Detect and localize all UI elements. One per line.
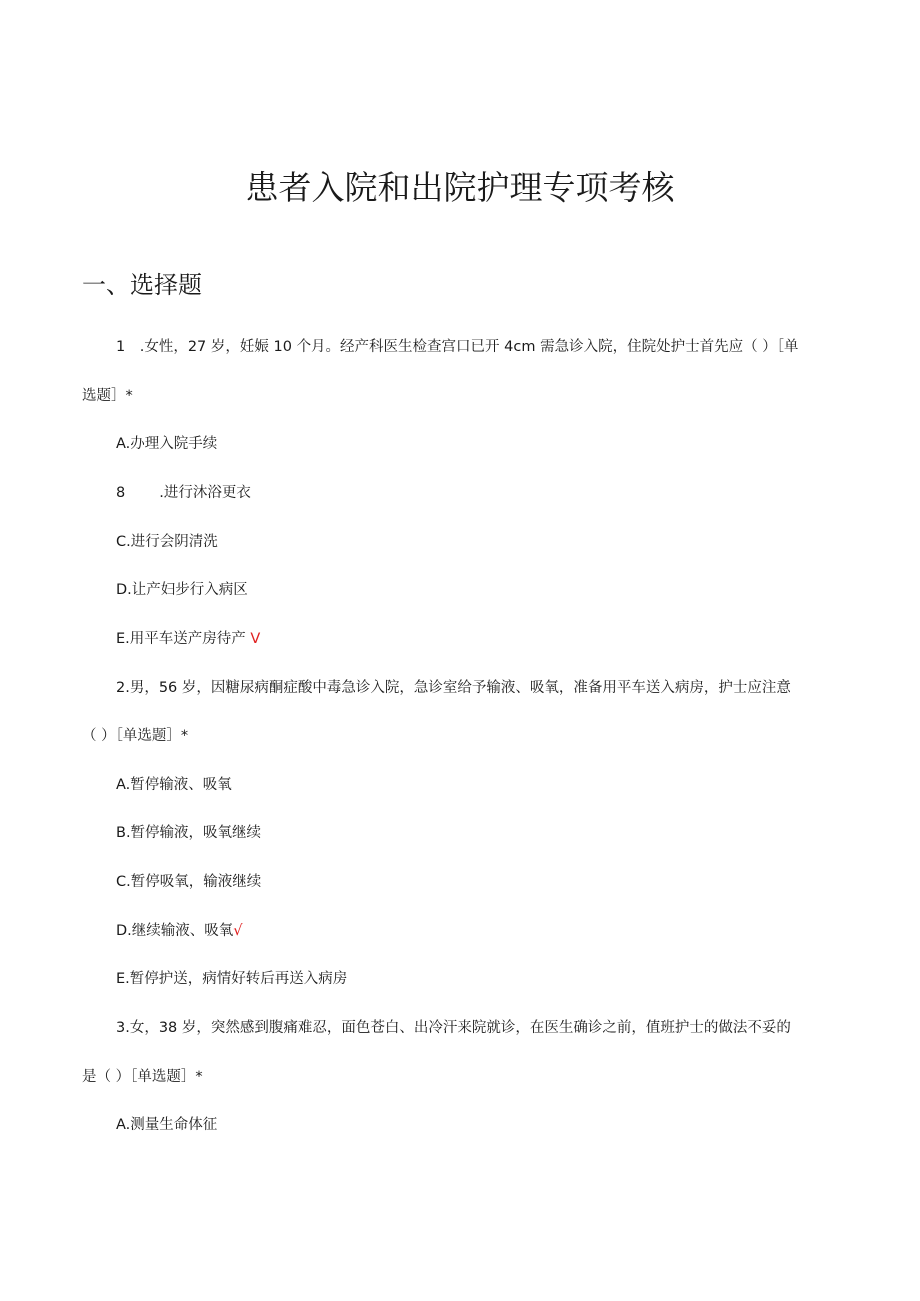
option-e-text: E.用平车送产房待产 <box>116 631 246 647</box>
question-1-option-e <box>116 629 260 649</box>
option-d-text: D.继续输液、吸氧 <box>116 923 234 939</box>
question-2-option-a: A.暂停输液、吸氧 <box>116 777 232 793</box>
question-1-option-c: C.进行会阴清洗 <box>116 534 218 550</box>
answer-check-mark: V <box>250 631 261 647</box>
option-b-text: .进行沐浴更衣 <box>159 485 251 501</box>
question-3-stem-line-2: 是（ ）［单选题］* <box>82 1069 203 1085</box>
answer-check-mark: √ <box>233 923 243 939</box>
question-2-stem-line-1: 2.男，56 岁，因糖尿病酮症酸中毒急诊入院，急诊室给予输液、吸氧，准备用平车送入病房，护士应注意 <box>116 680 791 696</box>
question-2-option-b: B.暂停输液，吸氧继续 <box>116 825 262 841</box>
question-1-stem-line-2: 选题］* <box>82 388 133 404</box>
question-1-option-b <box>116 483 251 503</box>
option-b-prefix: 8 <box>116 485 126 501</box>
question-3-option-a: A.测量生命体征 <box>116 1117 218 1133</box>
document-title: 患者入院和出院护理专项考核 <box>245 168 675 207</box>
section-heading: 一、选择题 <box>82 271 202 299</box>
question-2-option-c: C.暂停吸氧，输液继续 <box>116 874 262 890</box>
question-2-option-e: E.暂停护送，病情好转后再送入病房 <box>116 971 348 987</box>
question-1-option-a: A.办理入院手续 <box>116 436 218 452</box>
question-2-stem-line-2: （ ）［单选题］* <box>82 728 189 744</box>
question-1-stem-line-1: 1 .女性，27 岁，妊娠 10 个月。经产科医生检查宫口已开 4cm 需急诊入院，住院处护士首先应（ ）［单 <box>116 339 799 355</box>
question-2-option-d <box>116 921 243 941</box>
question-3-stem-line-1: 3.女，38 岁，突然感到腹痛难忍，面色苍白、出冷汗来院就诊，在医生确诊之前，值班护士的做法不妥的 <box>116 1020 791 1036</box>
question-1-option-d: D.让产妇步行入病区 <box>116 582 248 598</box>
